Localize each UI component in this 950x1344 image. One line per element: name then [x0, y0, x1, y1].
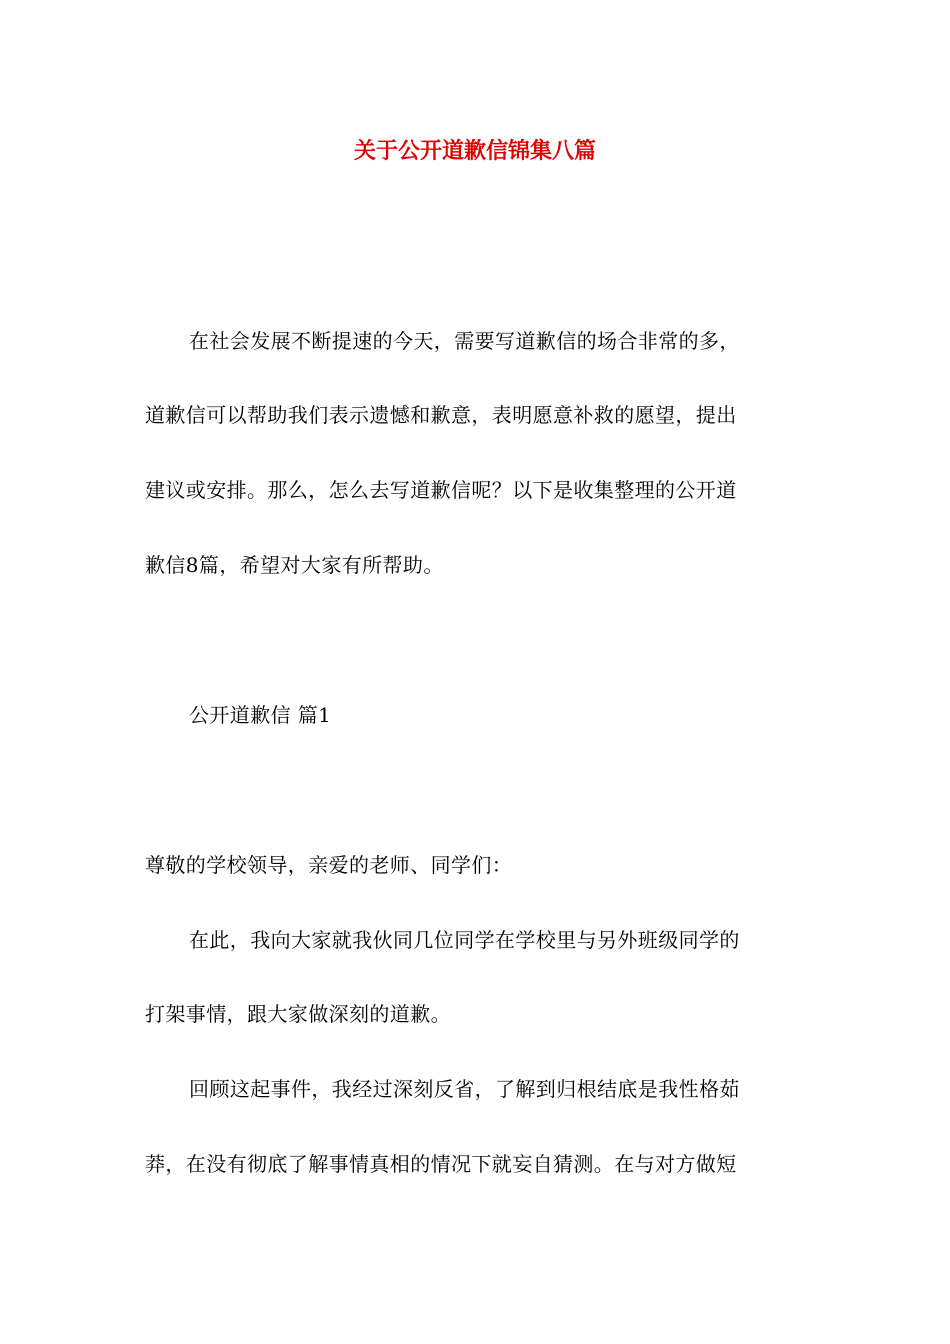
document-title: 关于公开道歉信锦集八篇: [353, 139, 596, 164]
body-line-2: 打架事情，跟大家做深刻的道歉。: [145, 1002, 451, 1026]
intro-line-4: 歉信8篇，希望对大家有所帮助。: [145, 553, 444, 577]
body-line-1: 在此，我向大家就我伙同几位同学在学校里与另外班级同学的: [189, 928, 740, 952]
salutation: 尊敬的学校领导，亲爱的老师、同学们：: [145, 853, 513, 877]
body-line-4: 莽，在没有彻底了解事情真相的情况下就妄自猜测。在与对方做短: [145, 1152, 737, 1176]
body-line-3: 回顾这起事件，我经过深刻反省，了解到归根结底是我性格茹: [189, 1077, 740, 1101]
intro-line-2: 道歉信可以帮助我们表示遗憾和歉意，表明愿意补救的愿望，提出: [145, 403, 737, 427]
section-heading: 公开道歉信 篇1: [189, 703, 332, 727]
intro-line-3: 建议或安排。那么，怎么去写道歉信呢？以下是收集整理的公开道: [145, 478, 737, 502]
intro-line-1: 在社会发展不断提速的今天，需要写道歉信的场合非常的多，: [189, 329, 740, 353]
